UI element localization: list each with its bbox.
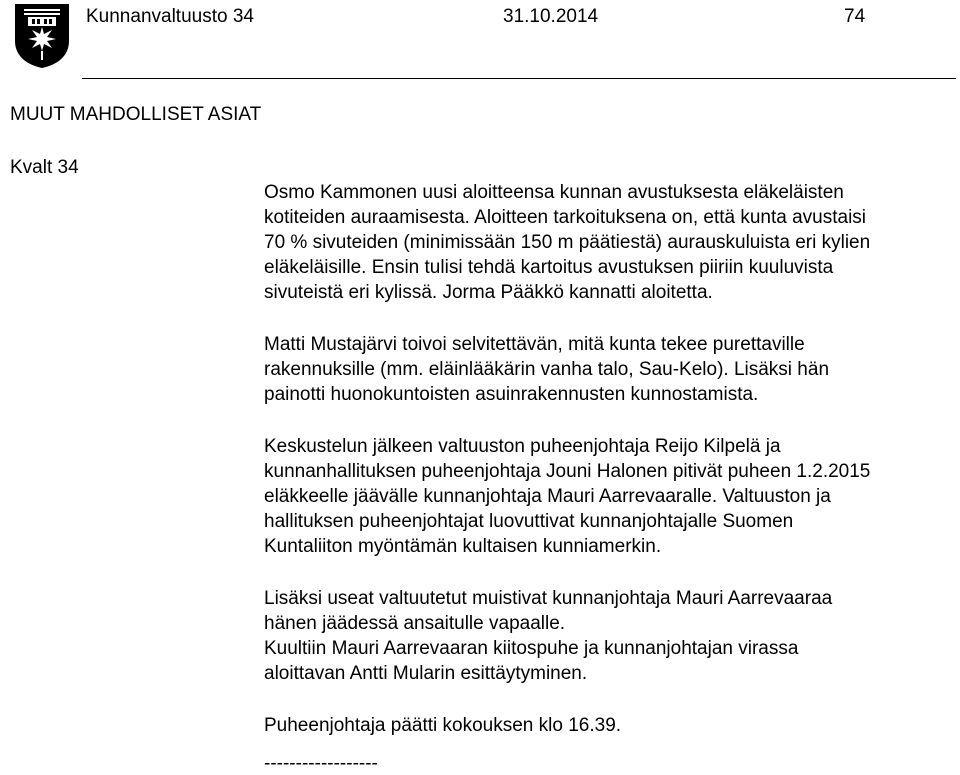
text-line: rakennuksille (mm. eläinlääkärin vanha talo, Sau-Kelo). Lisäksi hän (264, 359, 830, 380)
text-line: aloittavan Antti Mularin esittäytyminen. (264, 663, 588, 684)
municipal-coat-of-arms-icon (14, 3, 70, 69)
text-line: Matti Mustajärvi toivoi selvitettävän, mitä kunta tekee purettaville (264, 334, 805, 355)
paragraph-speeches (264, 636, 954, 686)
closing-dashes: ------------------ (264, 753, 378, 774)
text-line: Kuultiin Mauri Aarrevaaran kiitospuhe ja kunnanjohtajan virassa (264, 638, 799, 659)
paragraph-demolition (264, 332, 954, 407)
paragraph-remembrance (264, 586, 954, 636)
text-line: hänen jäädessä ansaitulle vapaalle. (264, 613, 566, 634)
text-line: eläkeläisille. Ensin tulisi tehdä kartoitus avustuksen piiriin kuuluvista (264, 257, 834, 278)
text-line: Puheenjohtaja päätti kokouksen klo 16.39. (264, 715, 622, 736)
header-date: 31.10.2014 (503, 6, 599, 27)
text-line: kunnanhallituksen puheenjohtaja Jouni Halonen pitivät puheen 1.2.2015 (264, 461, 871, 482)
text-line: Keskustelun jälkeen valtuuston puheenjohtaja Reijo Kilpelä ja (264, 436, 781, 457)
text-line: Kuntaliiton myöntämän kultaisen kunniamerkin. (264, 536, 662, 557)
text-line: Osmo Kammonen uusi aloitteensa kunnan avustuksesta eläkeläisten (264, 182, 844, 203)
paragraph-initiative (264, 180, 954, 305)
text-line: sivuteistä eri kylissä. Jorma Pääkkö kannatti aloitetta. (264, 282, 713, 303)
text-line: painotti huonokuntoisten asuinrakennusten kunnostamista. (264, 384, 759, 405)
minutes-body (264, 180, 954, 765)
text-line: kotiteiden auraamisesta. Aloitteen tarkoituksena on, että kunta avustaisi (264, 207, 867, 228)
header-title: Kunnanvaltuusto 34 (86, 6, 254, 27)
text-line: eläkkeelle jäävälle kunnanjohtaja Mauri Aarrevaaralle. Valtuuston ja (264, 486, 831, 507)
text-line: 70 % sivuteiden (minimissään 150 m päätiestä) aurauskuluista eri kylien (264, 232, 871, 253)
text-line: hallituksen puheenjohtajat luovuttivat kunnanjohtajalle Suomen (264, 511, 794, 532)
section-heading: MUUT MAHDOLLISET ASIAT (10, 104, 262, 125)
item-number: Kvalt 34 (10, 157, 79, 178)
header-page-number: 74 (844, 6, 866, 27)
paragraph-closing (264, 713, 954, 738)
paragraph-retirement-speech (264, 434, 954, 559)
header-divider (82, 78, 956, 79)
text-line: Lisäksi useat valtuutetut muistivat kunnanjohtaja Mauri Aarrevaaraa (264, 588, 833, 609)
